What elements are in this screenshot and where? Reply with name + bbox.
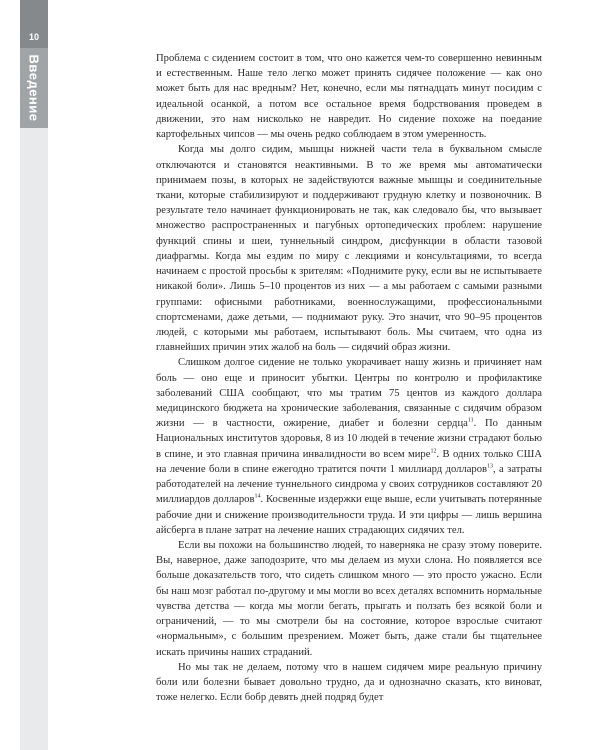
page-number-tab [20, 0, 48, 48]
paragraph-text: Но мы так не делаем, потому что в нашем сидячем мире реальную причину боли или болезни бывает довольно трудно, да и однозначно сказать, кто виноват, тоже нелегко. Если бобр девять дней подряд будет [156, 661, 542, 704]
paragraph [156, 142, 542, 355]
paragraph [156, 538, 542, 660]
paragraph-text: Если вы похожи на большинство людей, то наверняка не сразу этому поверите. Вы, наверное, даже заподозрите, что мы делаем из мухи слона. Но появляется все больше доказательств того, что сидеть слишком много — это просто ужасно. Если бы наш мозг работал по-другому и мы могли во всех деталях вспомнить нормальные чувства детства — когда мы могли бегать, прыгать и ползать без всякой боли и ограничений, — то мы смотрели бы на состояние, которое взрослые считают «нормальным», с большим презрением. Может быть, даже стали бы тщательнее искать причины наших страданий. [156, 540, 542, 658]
paragraph-text: , а затраты работодателей на лечение туннельного синдрома у своих сотрудников составляют 20 миллиардов долларов [156, 463, 542, 506]
footnote-ref: 12 [430, 448, 437, 455]
paragraph-text: . По данным Национальных институтов здоровья, 8 из 10 людей в течение жизни страдают болью в спине, и это главная причина инвалидности во всем мире [156, 418, 542, 460]
footnote-ref: 14 [254, 493, 261, 500]
paragraph [156, 355, 542, 538]
section-tab [20, 48, 48, 128]
paragraph [156, 660, 542, 706]
paragraph-text: . Косвенные издержки еще выше, если учитывать потерянные рабочие дни и снижение производительности труда. И эти цифры — лишь вершина айсберга в плане затрат на лечение наших страдающих сидячих тел. [156, 494, 542, 536]
paragraph-text: . В одних только США на лечение боли в спине ежегодно тратится почти 1 миллиард долларов [156, 448, 543, 475]
paragraph-text: Проблема с сидением состоит в том, что оно кажется чем-то совершенно невинным и естественным. Наше тело легко может принять сидячее положение — как оно может быть для нас вредным? Нет, конечно, если мы пятнадцать минут посидим с идеальной осанкой, а потом все остальное время бодрствования проведем в движении, это нам нисколько не навредит. Но сидение похоже на поедание картофельных чипсов — мы очень редко соблюдаем в этом умеренность. [156, 53, 542, 141]
section-label: Введение [26, 54, 42, 122]
paragraph-text: Слишком долгое сидение не только укорачивает нашу жизнь и причиняет нам боль — оно еще и приносит убытки. Центры по контролю и профилактике заболеваний США сообщают, что мы тратим 75 центов из каждого доллара медицинского бюджета на хронические заболевания, связанные с сидячим образом жизни — в частности, ожирение, диабет и болезни сердца [156, 357, 542, 430]
paragraph [156, 51, 542, 142]
footnote-ref: 13 [487, 463, 494, 470]
footnote-ref: 11 [467, 417, 474, 424]
body-text [156, 51, 542, 705]
paragraph-text: Когда мы долго сидим, мышцы нижней части тела в буквальном смысле отключаются и становятся неактивными. В то же время мы автоматически принимаем позы, в которых не задействуются важные мышцы и соединительные ткани, которые стабилизируют и поддерживают грудную клетку и позвоночник. В результате тело начинает функционировать не так, как следовало бы, что вызывает множество распространенных и пагубных ортопедических проблем: нарушение функций спины и шеи, туннельный синдром, дисфункции в области тазовой диафрагмы. Когда мы ездим по миру с лекциями и консультациями, то всегда начинаем с простой просьбы к зрителям: «Поднимите руку, если вы не испытываете никакой боли». Лишь 5–10 процентов из них — а мы работаем с самыми разными группами: офисными работниками, военнослужащими, профессиональными спортсменами, даже детьми, — поднимают руку. Это значит, что 90–95 процентов людей, с которыми мы работаем, испытывают боль. Мы считаем, что одна из главнейших причин этих жалоб на боль — сидячий образ жизни. [156, 144, 542, 354]
page-number: 10 [28, 32, 39, 42]
